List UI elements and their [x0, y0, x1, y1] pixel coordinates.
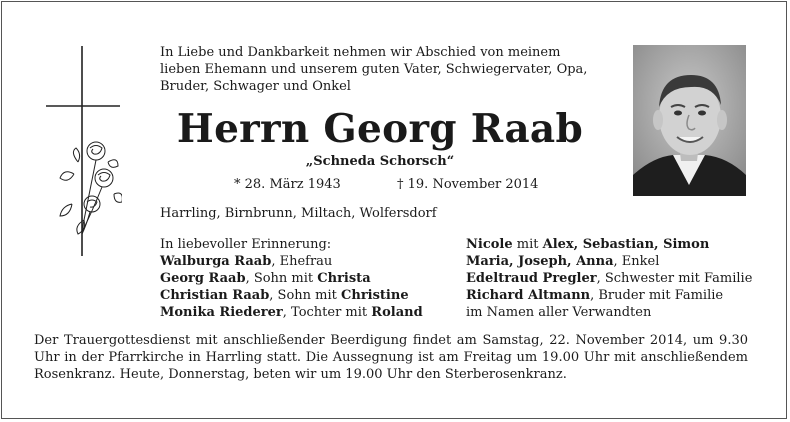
intro-text: In Liebe und Dankbarkeit nehmen wir Abschied von meinem lieben Ehemann und unserem guten Vater, Schwiegervater, Opa, Bruder, Schwager und Onkel [160, 45, 588, 94]
mourner-line: Walburga Raab, Ehefrau [160, 254, 333, 269]
birth-date: * 28. März 1943 [234, 177, 341, 192]
mourners-left [160, 236, 460, 321]
mourners-right [466, 236, 766, 321]
death-date: † 19. November 2014 [397, 177, 539, 192]
mourner-line: Monika Riederer, Tochter mit Roland [160, 305, 423, 320]
mourner-line: Edeltraud Pregler, Schwester mit Familie [466, 271, 753, 286]
service-text: Der Trauergottesdienst mit anschließender Beerdigung findet am Samstag, 22. November 2014, um 9.30 Uhr in der Pfarrkirche in Harrling statt. Die Aussegnung ist am Freitag um 19.00 Uhr mit anschließendem Rosenkranz. Heute, Donnerstag, beten wir um 19.00 Uhr den Sterberosenkranz. [34, 333, 748, 382]
mourner-line: Christian Raab, Sohn mit Christine [160, 288, 409, 303]
obituary-notice [1, 1, 787, 419]
mourner-line: Nicole mit Alex, Sebastian, Simon [466, 237, 710, 252]
places: Harrling, Birnbrunn, Miltach, Wolfersdorf [160, 206, 437, 221]
nickname: „Schneda Schorsch“ [305, 154, 455, 169]
deceased-name: Herrn Georg Raab [176, 106, 584, 152]
portrait-icon [633, 45, 746, 196]
portrait-photo [633, 45, 746, 196]
mourner-line: Georg Raab, Sohn mit Christa [160, 271, 371, 286]
mourner-line: im Namen aller Verwandten [466, 305, 652, 320]
mourner-line: In liebevoller Erinnerung: [160, 237, 332, 252]
mourner-line: Maria, Joseph, Anna, Enkel [466, 254, 660, 269]
cross-with-roses-icon [44, 44, 122, 259]
mourner-line: Richard Altmann, Bruder mit Familie [466, 288, 724, 303]
